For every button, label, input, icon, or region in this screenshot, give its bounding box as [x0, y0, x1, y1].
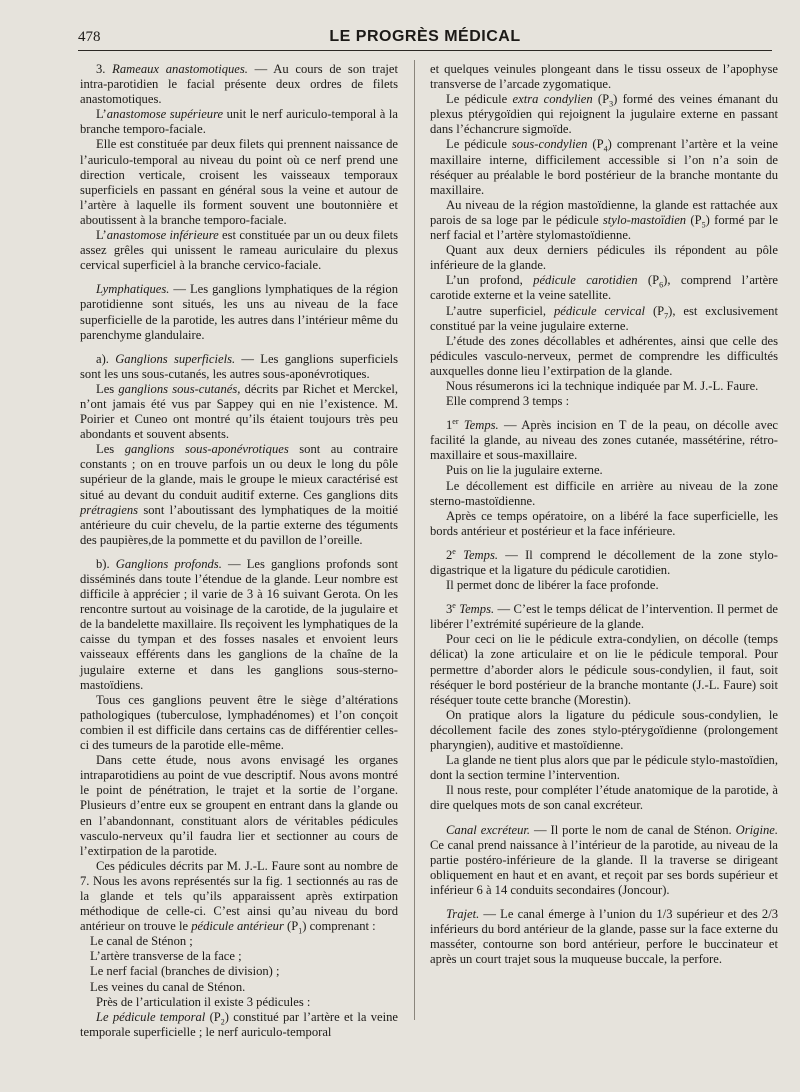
text-segment: Elle comprend 3 temps : [446, 394, 570, 409]
text-segment: — Les ganglions superficiels sont les uns sous-cutanés, les autres sous-aponévrotiques. [80, 351, 398, 381]
paragraph-r1 [430, 62, 778, 92]
text-segment: Quant aux deux derniers pédicules ils répondent au pôle inférieure de la glande. [430, 243, 778, 273]
text-segment: Le décollement est difficile en arrière au niveau de la zone sterno-mastoïdienne. [430, 478, 778, 508]
text-segment: er [452, 416, 459, 426]
text-segment: e [452, 546, 456, 556]
text-segment: ), comprend l’artère carotide externe et la veine satellite. [430, 273, 778, 303]
header-rule [78, 50, 772, 51]
left-column [80, 62, 398, 1040]
text-segment: Elle est constituée par deux filets qui prennent naissance de l’auriculo-temporal au niveau du point où ce nerf prend une direction verticale, croisent les vaisseaux temporaux superficiels en passant en général sous la veine et autour de l’artère à laquelle ils forment souvent une boutonnière et aboutissent à la branche temporo-faciale. [80, 137, 398, 227]
text-segment: 5 [701, 220, 706, 230]
text-segment: L’un profond, [446, 273, 534, 288]
paragraph-r23 [430, 907, 778, 967]
paragraph-r16 [430, 578, 778, 593]
paragraph-l18 [80, 1010, 398, 1040]
right-column [430, 62, 778, 967]
text-segment: Nous résumerons ici la technique indiquée par M. J.-L. Faure. [446, 378, 759, 393]
text-segment: 2 [446, 547, 453, 562]
page-number: 478 [78, 29, 101, 45]
paragraph-l14 [80, 949, 398, 964]
text-segment: unit le nerf auriculo-temporal à la branche temporo-faciale. [80, 107, 398, 137]
running-title: LE PROGRÈS MÉDICAL [329, 28, 521, 45]
text-segment: et quelques veinules plongeant dans le tissu osseux de l’apophyse transverse de l’arcade zygomatique. [430, 62, 778, 92]
text-segment: (P [645, 303, 665, 318]
text-segment: ganglions sous-cutanés, [118, 381, 241, 396]
paragraph-r12 [430, 463, 778, 478]
text-segment: (P [592, 92, 610, 107]
text-segment: Origine. [735, 822, 778, 837]
text-segment: L’ [96, 228, 107, 243]
paragraph-l8 [80, 442, 398, 548]
paragraph-l7 [80, 382, 398, 442]
paragraph-r10 [430, 394, 778, 409]
text-segment: (P [587, 137, 604, 152]
text-segment: Trajet. [446, 906, 480, 921]
text-segment: Le canal de Sténon ; [90, 934, 193, 949]
text-segment: — C’est le temps délicat de l’intervention. Il permet de libérer l’extrémité supérieure de la glande. [430, 602, 778, 632]
text-segment: (P [205, 1009, 221, 1024]
paragraph-l6 [80, 352, 398, 382]
text-segment: Temps. [463, 547, 499, 562]
text-segment: pédicule cervical [553, 303, 646, 318]
paragraph-l4 [80, 228, 398, 273]
text-segment: anastomose supérieure [106, 107, 224, 122]
paragraph-r21 [430, 783, 778, 813]
paragraph-r8 [430, 334, 778, 379]
text-segment: stylo-mastoïdien [602, 212, 687, 227]
text-segment: est constituée par un ou deux filets assez grêles qui unissent le rameau auriculaire du plexus cervical superficiel à la branche cervico-faciale. [80, 228, 398, 273]
text-segment: Au niveau de la région mastoïdienne, la glande est rattachée aux parois de sa loge par le pédicule [430, 197, 778, 227]
paragraph-r22 [430, 823, 778, 898]
text-segment: Ganglions profonds. [115, 556, 222, 571]
text-segment: L’étude des zones décollables et adhérentes, ainsi que celle des pédicules vasculo-nerveux, permet de comprendre les difficultés auxquelles donne lieu l’extirpation de la glande. [430, 333, 778, 378]
paragraph-r19 [430, 708, 778, 753]
paragraph-l10 [80, 693, 398, 753]
paragraph-l13 [80, 934, 398, 949]
paragraph-l2 [80, 107, 398, 137]
paragraph-r6 [430, 273, 778, 303]
paragraph-r11 [430, 418, 778, 463]
paragraph-l5 [80, 282, 398, 342]
text-segment: — Au cours de son trajet intra-parotidien le facial présente deux ordres de filets anastomotiques. [80, 62, 398, 107]
text-segment: Après ce temps opératoire, on a libéré la face superficielle, les bords antérieur et postérieur et la face inférieure. [430, 508, 778, 538]
text-segment: — Le canal émerge à l’union du 1/3 supérieur et des 2/3 inférieurs du bord antérieur de la glande, passe sur la face externe du masséter, contourne son bord antérieur, perfore le buccinateur et après un court trajet sous la muqueuse buccale, la perfore. [430, 906, 778, 967]
paragraph-l16 [80, 980, 398, 995]
text-segment: Il nous reste, pour compléter l’étude anatomique de la parotide, à dire quelques mots de son canal excréteur. [430, 783, 778, 813]
text-segment: On pratique alors la ligature du pédicule sous-condylien, le décollement facile des zones stylo-ptérygoïdienne (prolongement pharyngien), auditive et mastoïdienne. [430, 707, 778, 753]
text-segment: Tous ces ganglions peuvent être le siège d’altérations pathologiques (tuberculose, lymphadénomes) et l’on conçoit combien il est difficile dans certains cas de différentier celles-ci des tumeurs de la parotide elle-même. [80, 692, 398, 753]
text-segment: (P [283, 919, 299, 934]
text-segment: 6 [659, 280, 664, 290]
page-header [78, 26, 772, 48]
text-segment: anastomose inférieure [106, 228, 219, 243]
text-segment: extra condylien [512, 92, 593, 107]
text-segment: — Il porte le nom de canal de Sténon. [530, 822, 736, 837]
paragraph-r15 [430, 548, 778, 578]
paragraph-l11 [80, 753, 398, 859]
text-segment: pédicule antérieur [191, 919, 284, 934]
text-segment: — Les ganglions lymphatiques de la région parotidienne sont situés, les uns au niveau de la face superficielle de la parotide, les autres dans l’intérieur même du parenchyme glandulaire. [80, 282, 398, 342]
text-segment: — Les ganglions profonds sont disséminés dans toute l’étendue de la glande. Leur nombre est difficile à apprécier ; il varie de 3 à 16 suivant Gerota. On les rencontre surtout au voisinage de la carotide, de la jugulaire et de la bandelette maxillaire. Ils reçoivent les lymphatiques de la caisse du tympan et des fosses nasales et envoient leurs vaisseaux efférents dans les ganglions de la chaîne de la jugulaire externe et dans les ganglions sous-sterno-mastoïdiens. [80, 556, 398, 692]
paragraph-r3 [430, 137, 778, 197]
text-segment: Le nerf facial (branches de division) ; [90, 964, 280, 979]
text-segment: décrits par Richet et Merckel, n’ont jamais été vus par Sappey qui en nie l’existence. M. Poirier et Cuneo ont montré qu’ils étaient toujours très peu abondants et souvent absents. [80, 381, 398, 442]
paragraph-l1 [80, 62, 398, 107]
paragraph-r13 [430, 479, 778, 509]
paragraph-r17 [430, 602, 778, 632]
text-segment: L’artère transverse de la face ; [90, 949, 242, 964]
text-segment: Rameaux anastomotiques. [112, 62, 248, 76]
text-segment: Temps. [463, 418, 499, 433]
paragraph-r5 [430, 243, 778, 273]
text-segment: La glande ne tient plus alors que par le pédicule stylo-mastoïdien, dont la section termine l’intervention. [430, 753, 778, 783]
text-segment: 3 [446, 602, 453, 617]
text-segment: Près de l’articulation il existe 3 pédicules : [96, 994, 311, 1009]
text-segment: 3. [96, 62, 113, 76]
text-segment: ) formé par le nerf facial et l’artère stylomastoïdienne. [430, 212, 778, 243]
text-segment: 7 [664, 311, 669, 321]
text-segment: Il permet donc de libérer la face profonde. [446, 578, 659, 593]
paragraph-l9 [80, 557, 398, 693]
text-segment: Le pédicule temporal [96, 1009, 206, 1024]
text-segment: Ce canal prend naissance à l’intérieur de la parotide, au niveau de la partie postéro-inférieure de la glande. Il la traverse se dirigeant obliquement en haut et en avant, et reçoit par ses bords supérieur et inférieur 6 à 14 conduits secondaires (Joncour). [430, 837, 778, 897]
paragraph-r7 [430, 304, 778, 334]
text-segment: 2 [220, 1017, 225, 1027]
text-segment: — Il comprend le décollement de la zone stylo-digastrique et la ligature du pédicule carotidien. [430, 547, 779, 577]
text-segment: prétragiens [80, 502, 139, 517]
text-segment: 1 [298, 926, 303, 936]
paragraph-r14 [430, 509, 778, 539]
text-segment: Ganglions superficiels. [115, 351, 236, 366]
text-segment: Les veines du canal de Sténon. [90, 979, 246, 994]
text-segment: L’autre superficiel, [446, 303, 554, 318]
text-segment: Les [96, 442, 125, 457]
text-segment: Les [96, 381, 119, 396]
text-segment: Le pédicule [446, 92, 513, 107]
paragraph-l3 [80, 137, 398, 228]
text-segment: L’ [96, 107, 107, 122]
text-segment: 4 [603, 144, 608, 154]
text-segment: ) formé des veines émanant du plexus ptérygoïdien qui rejoignent la jugulaire externe en passant dans l’échancrure sigmoïde. [430, 92, 779, 137]
text-segment: sont l’aboutissant des lymphatiques de la moitié antérieure du cuir chevelu, de la partie externe des téguments des paupières,de la pommette et du pavillon de l’oreille. [80, 502, 398, 547]
text-segment: b). [96, 556, 116, 571]
text-segment: Puis on lie la jugulaire externe. [446, 463, 603, 478]
paragraph-r18 [430, 632, 778, 707]
paragraph-r4 [430, 198, 778, 243]
text-segment: Ces pédicules décrits par M. J.-L. Faure sont au nombre de 7. Nous les avons représentés sur la fig. 1 sectionnés au ras de la glande et tels qu’ils apparaissent après extirpation méthodique de celle-ci. C’est ainsi qu’au niveau du bord antérieur on trouve le [80, 858, 398, 934]
text-segment: ) comprenant l’artère et la veine maxillaire interne, difficilement accessible si l’on n’a soin de réséquer au préalable le bord postérieur de la branche montante du maxillaire. [430, 137, 778, 197]
text-segment: a). [96, 351, 116, 366]
paragraph-r20 [430, 753, 778, 783]
text-segment: ganglions sous-aponévrotiques [124, 442, 289, 457]
text-segment: Dans cette étude, nous avons envisagé les organes intraparotidiens au point de vue descriptif. Nous avons montré le point de pénétration, le trajet et la sortie de l’organe. Plusieurs d’entre eux se groupent en entrant dans la glande ou en l’abandonnant, constituant alors de véritables pédicules vasculo-nerveux qu’il faudra lier et sectionner au cours de l’extirpation de la parotide. [80, 753, 398, 858]
paragraph-r2 [430, 92, 778, 137]
column-divider [414, 60, 415, 1020]
text-segment: pédicule carotidien [533, 273, 638, 288]
text-segment: 1 [446, 418, 453, 433]
paragraph-l17 [80, 995, 398, 1010]
text-segment: Canal excréteur. [446, 822, 531, 837]
text-segment: ), est exclusivement constitué par la veine jugulaire externe. [430, 303, 778, 333]
paragraph-r9 [430, 379, 778, 394]
text-segment: e [452, 601, 456, 610]
text-segment: ) comprenant : [302, 919, 376, 934]
text-segment: — Après incision en T de la peau, on décolle avec facilité la glande, au niveau des zones cutanée, massétérine, rétro-maxillaire et sous-maxillaire. [430, 418, 778, 463]
text-segment: sous-condylien [511, 137, 588, 152]
text-segment: Le pédicule [446, 137, 512, 152]
text-segment: Lymphatiques. [96, 282, 170, 297]
text-segment: (P [637, 273, 660, 288]
text-segment: (P [686, 212, 702, 227]
text-segment: 3 [609, 99, 614, 109]
text-segment: sont au contraire constants ; on en trouve parfois un ou deux le long du pôle supérieur de la glande, mais le groupe le mieux caractérisé est situé au devant du conduit auditif externe. Ces ganglions dits [80, 442, 398, 502]
text-segment: ) constitué par l’artère et la veine temporale superficielle ; le nerf auriculo-temporal [80, 1009, 398, 1039]
paragraph-l15 [80, 964, 398, 979]
paragraph-l12 [80, 859, 398, 934]
text-segment: Pour ceci on lie le pédicule extra-condylien, on décolle (temps délicat) la zone articulaire et on lie le pédicule temporal. Pour permettre d’aborder alors le pédicule sous-condylien, il faut, soit réséquer le bord postérieur de la branche montante (J.-L. Faure) soit réséquer toute cette branche (Morestin). [430, 632, 778, 707]
text-segment: Temps. [459, 602, 495, 617]
